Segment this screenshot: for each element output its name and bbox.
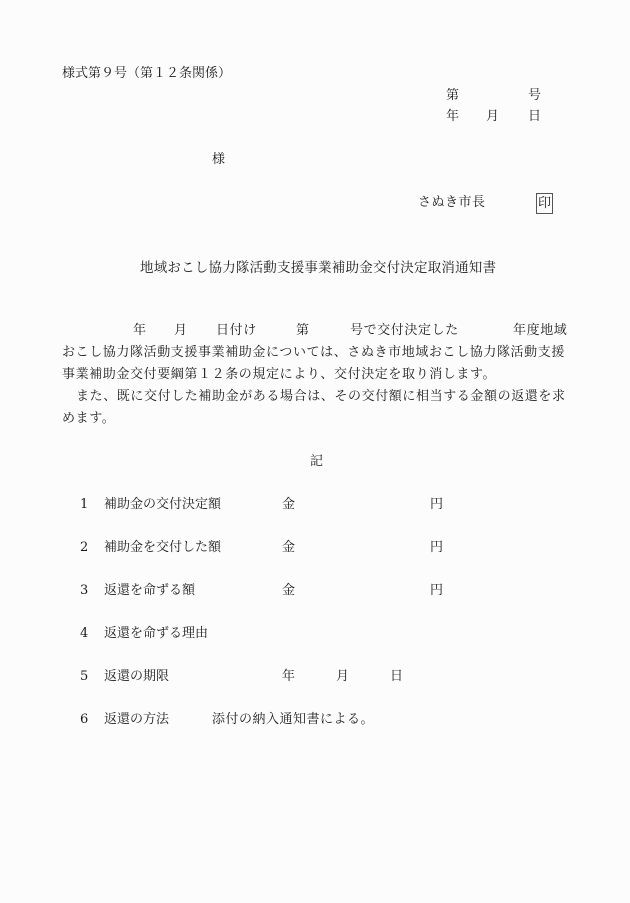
body-line-5: めます。 <box>62 411 116 426</box>
blank-fiscal-year: 年度地域 <box>513 323 568 338</box>
blank-year: 年 <box>133 323 147 338</box>
deadline-year: 年 <box>282 669 296 684</box>
note-heading: 記 <box>310 454 324 469</box>
amount-suffix: 円 <box>430 497 444 512</box>
item-number: 5 <box>80 669 89 684</box>
item-number: 6 <box>80 712 89 727</box>
blank-number-suffix: 号で交付決定した <box>350 323 459 338</box>
reference-number-prefix: 第 <box>446 88 460 103</box>
deadline-month: 月 <box>336 669 350 684</box>
item-number: 4 <box>80 626 89 641</box>
item-label: 返還を命ずる理由 <box>104 626 209 641</box>
addressee-honorific: 様 <box>212 152 226 167</box>
item-label: 返還を命ずる額 <box>104 583 196 598</box>
date-month: 月 <box>486 109 500 124</box>
item-number: 1 <box>80 497 89 512</box>
blank-month: 月 <box>174 323 188 338</box>
seal-stamp-box: 印 <box>536 193 553 214</box>
item-label: 返還の期限 <box>104 669 170 684</box>
form-label: 様式第９号（第１２条関係） <box>62 66 232 81</box>
amount-prefix: 金 <box>282 540 296 555</box>
item-number: 2 <box>80 540 89 555</box>
item-label: 補助金を交付した額 <box>104 540 222 555</box>
amount-prefix: 金 <box>282 497 296 512</box>
document-title: 地域おこし協力隊活動支援事業補助金交付決定取消通知書 <box>140 260 497 276</box>
blank-number-prefix: 第 <box>296 323 310 338</box>
return-method-value: 添付の納入通知書による。 <box>212 712 375 727</box>
date-year: 年 <box>446 109 460 124</box>
blank-day-dated: 日付け <box>216 323 257 338</box>
item-label: 返還の方法 <box>104 712 170 727</box>
body-line-2: おこし協力隊活動支援事業補助金については、さぬき市地域おこし協力隊活動支援 <box>62 345 565 360</box>
date-day: 日 <box>528 109 542 124</box>
sender-name: さぬき市長 <box>418 195 486 210</box>
reference-number-suffix: 号 <box>528 88 542 103</box>
item-number: 3 <box>80 583 89 598</box>
amount-prefix: 金 <box>282 583 296 598</box>
amount-suffix: 円 <box>430 540 444 555</box>
deadline-day: 日 <box>390 669 404 684</box>
item-label: 補助金の交付決定額 <box>104 497 222 512</box>
amount-suffix: 円 <box>430 583 444 598</box>
body-line-3: 事業補助金交付要綱第１２条の規定により、交付決定を取り消します。 <box>62 367 497 382</box>
body-line-4: また、既に交付した補助金がある場合は、その交付額に相当する金額の返還を求 <box>76 389 566 404</box>
